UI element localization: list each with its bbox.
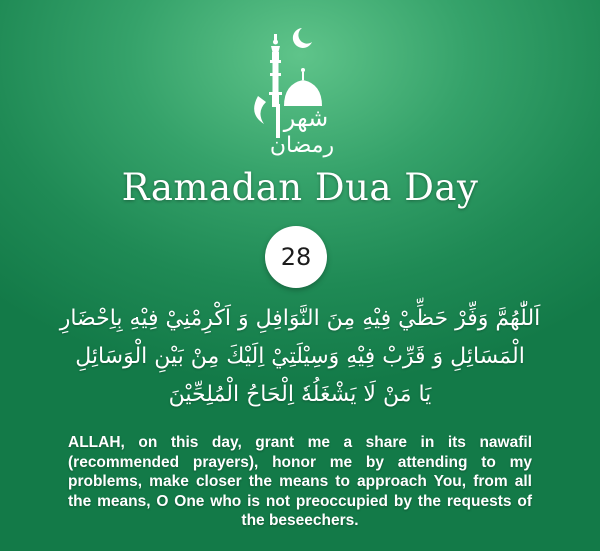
- mosque-crescent-calligraphy-icon: [230, 22, 370, 162]
- day-number: 28: [280, 243, 312, 271]
- dua-arabic-line: اَللّٰهُمَّ وَفِّرْ حَظِّيْ فِيْهِ مِنَ النَّوَافِلِ وَ اَكْرِمْنِيْ فِيْهِ بِاِحْضَارِ: [59, 306, 541, 331]
- page-title: Ramadan Dua Day: [121, 166, 479, 209]
- calligraphy-bottom: رمضان: [269, 133, 335, 158]
- dua-arabic: [40, 300, 560, 414]
- dua-arabic-line: يَا مَنْ لَا يَشْغَلُهٗ اِلْحَاحُ الْمُلِحِّيْنَ: [168, 382, 432, 407]
- dua-arabic-line: الْمَسَائِلِ وَ قَرِّبْ فِيْهِ وَسِيْلَتِيْ اِلَيْكَ مِنْ بَيْنِ الْوَسَائِلِ: [75, 344, 525, 369]
- calligraphy-top: شهر: [283, 104, 329, 132]
- dua-translation: ALLAH, on this day, grant me a share in its nawafil (recommended prayers), honor me by attending to my problems, make closer the means to approach You, from all the means, O One who is not preoccupied by the requests of the beseechers.: [68, 434, 532, 529]
- day-badge: [265, 226, 327, 288]
